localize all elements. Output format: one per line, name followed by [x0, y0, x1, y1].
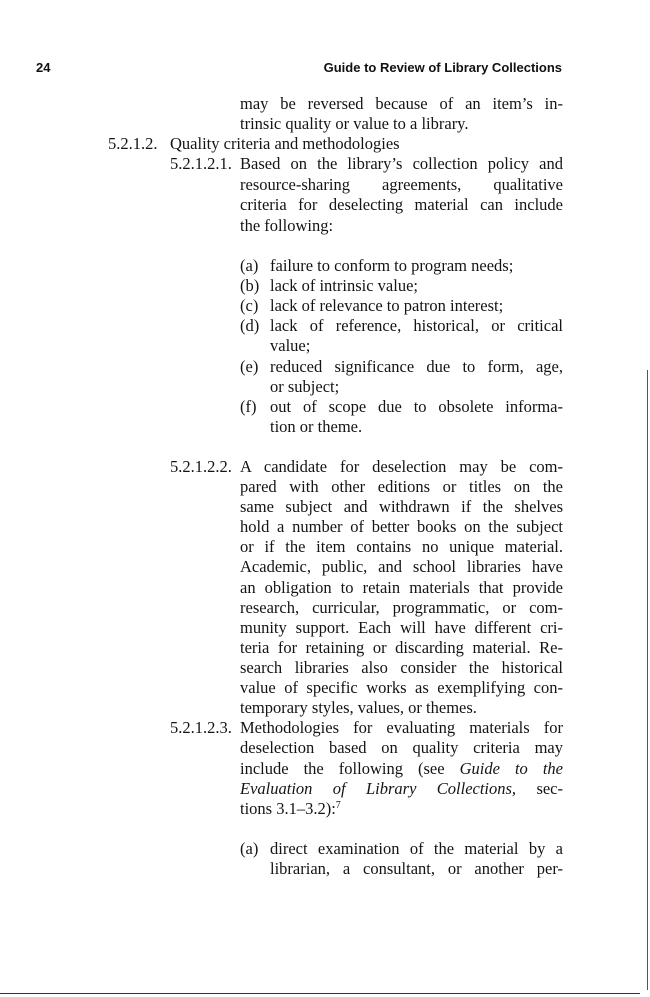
paragraph-text: sec-	[536, 779, 564, 798]
paragraph-line	[240, 779, 563, 799]
paragraph-line: temporary styles, values, or themes.	[240, 698, 477, 717]
page-number: 24	[36, 60, 51, 75]
paragraph-line: munity support. Each will have different cri-	[240, 618, 563, 637]
intro-line: trinsic quality or value to a library.	[240, 114, 469, 133]
list-item-label: (b)	[240, 276, 260, 295]
list-item-text: lack of intrinsic value;	[270, 276, 418, 295]
paragraph-line: pared with other editions or titles on the	[240, 477, 563, 496]
list-item-text: lack of relevance to patron interest;	[270, 296, 504, 315]
paragraph-line: the following:	[240, 216, 334, 235]
list-item-text: direct examination of the material by a	[270, 839, 563, 858]
paragraph-number: 5.2.1.2.2.	[170, 457, 232, 476]
list-item-text: out of scope due to obsolete informa-	[270, 397, 563, 416]
running-title: Guide to Review of Library Collections	[323, 60, 562, 75]
paragraph-line: an obligation to retain materials that provide	[240, 578, 563, 597]
paragraph-text: include the following (see	[240, 759, 445, 778]
cited-title: Evaluation of Library Collections,	[240, 779, 517, 798]
list-item-label: (f)	[240, 397, 257, 416]
list-item-text: lack of reference, historical, or critical	[270, 316, 563, 335]
paragraph-line: criteria for deselecting material can include	[240, 195, 563, 214]
paragraph-line: A candidate for deselection may be com-	[240, 457, 563, 476]
paragraph-text: tions 3.1–3.2):	[240, 799, 336, 818]
list-item-label: (a)	[240, 839, 259, 858]
paragraph-line: research, curricular, programmatic, or com-	[240, 598, 563, 617]
paragraph-line	[240, 799, 341, 819]
paragraph-number: 5.2.1.2.3.	[170, 718, 232, 737]
list-item-label: (c)	[240, 296, 259, 315]
list-item-text: librarian, a consultant, or another per-	[270, 859, 563, 878]
list-item-text: reduced significance due to form, age,	[270, 357, 563, 376]
page-bottom-edge	[0, 993, 640, 994]
paragraph-line: deselection based on quality criteria may	[240, 738, 563, 757]
list-item-text: tion or theme.	[270, 417, 363, 436]
section-number: 5.2.1.2.	[108, 134, 158, 153]
list-item-label: (e)	[240, 357, 259, 376]
intro-line: may be reversed because of an item’s in-	[240, 94, 563, 113]
list-item-text: value;	[270, 336, 311, 355]
paragraph-line: Methodologies for evaluating materials for	[240, 718, 563, 737]
page-header	[36, 60, 562, 78]
paragraph-line: resource-sharing agreements, qualitative	[240, 175, 563, 194]
list-item-label: (d)	[240, 316, 260, 335]
list-item-label: (a)	[240, 256, 259, 275]
paragraph-line: value of specific works as exemplifying con-	[240, 678, 563, 697]
paragraph-line: same subject and withdrawn if the shelves	[240, 497, 563, 516]
paragraph-line: teria for retaining or discarding material. Re-	[240, 638, 563, 657]
section-title: Quality criteria and methodologies	[170, 134, 400, 153]
paragraph-line	[240, 759, 563, 779]
paragraph-number: 5.2.1.2.1.	[170, 154, 232, 173]
paragraph-line: or if the item contains no unique material.	[240, 537, 563, 556]
paragraph-line: Based on the library’s collection policy and	[240, 154, 563, 173]
paragraph-line: search libraries also consider the historical	[240, 658, 563, 677]
list-item-text: or subject;	[270, 377, 340, 396]
list-item-text: failure to conform to program needs;	[270, 256, 514, 275]
paragraph-line: Academic, public, and school libraries have	[240, 557, 563, 576]
page-edge-line	[647, 370, 648, 990]
cited-title: Guide to the	[459, 759, 563, 778]
paragraph-line: hold a number of better books on the subject	[240, 517, 563, 536]
footnote-reference: 7	[335, 800, 341, 811]
